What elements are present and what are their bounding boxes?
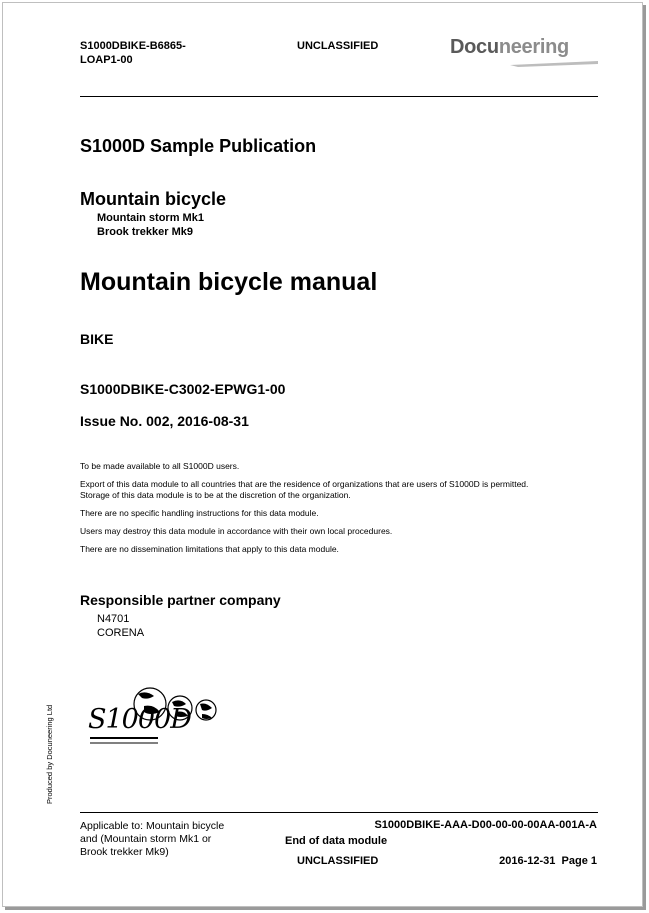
restriction-line: There are no dissemination limitations that apply to this data module. (80, 544, 339, 554)
partner-name: CORENA (97, 627, 145, 639)
product-name: Mountain bicycle (80, 189, 227, 209)
produced-by-note: Produced by Docuneering Ltd (45, 704, 54, 804)
issue-info: Issue No. 002, 2016-08-31 (80, 413, 249, 429)
footer-date-page: 2016-12-31 Page 1 (499, 855, 597, 867)
short-title: BIKE (80, 331, 114, 347)
partner-code: N4701 (97, 613, 130, 625)
manual-title: Mountain bicycle manual (80, 268, 378, 296)
applicability (80, 820, 224, 859)
model-item: Mountain storm Mk1 (97, 212, 204, 224)
header-rule (80, 96, 598, 97)
s1000d-logo (88, 686, 238, 748)
docuneering-logo (450, 36, 600, 76)
applicability-line: and (Mountain storm Mk1 or (80, 833, 212, 845)
header-dmc-line1: S1000DBIKE-B6865- (80, 40, 186, 52)
footer-dmc: S1000DBIKE-AAA-D00-00-00-00AA-001A-A (374, 819, 597, 831)
applicability-line: Brook trekker Mk9) (80, 846, 169, 858)
model-item: Brook trekker Mk9 (97, 226, 193, 238)
footer-security: UNCLASSIFIED (297, 855, 379, 867)
publication-title: S1000D Sample Publication (80, 136, 317, 156)
end-of-data-module: End of data module (285, 835, 388, 847)
restriction-line: There are no specific handling instructions for this data module. (80, 508, 319, 518)
pm-code: S1000DBIKE-C3002-EPWG1-00 (80, 381, 286, 397)
restriction-line: To be made available to all S1000D users. (80, 461, 240, 471)
header-dmc (80, 39, 186, 67)
logo-part2: neering (498, 36, 569, 58)
s1000d-logo-text: S1000D (88, 704, 191, 735)
responsible-partner-title: Responsible partner company (80, 592, 281, 608)
header-dmc-line2: LOAP1-00 (80, 54, 133, 66)
applicability-line: Applicable to: Mountain bicycle (80, 820, 225, 832)
restriction-line: Storage of this data module is to be at the discretion of the organization. (80, 490, 351, 500)
header-security: UNCLASSIFIED (297, 40, 379, 52)
logo-part1: Docu (450, 36, 499, 58)
logo-swoosh-icon (450, 59, 600, 71)
model-list (97, 211, 204, 239)
restriction-line: Users may destroy this data module in accordance with their own local procedures. (80, 526, 393, 536)
footer-rule (80, 812, 598, 813)
restriction-line: Export of this data module to all countries that are the residence of organizations that are users of S1000D is permitted. (80, 479, 529, 489)
